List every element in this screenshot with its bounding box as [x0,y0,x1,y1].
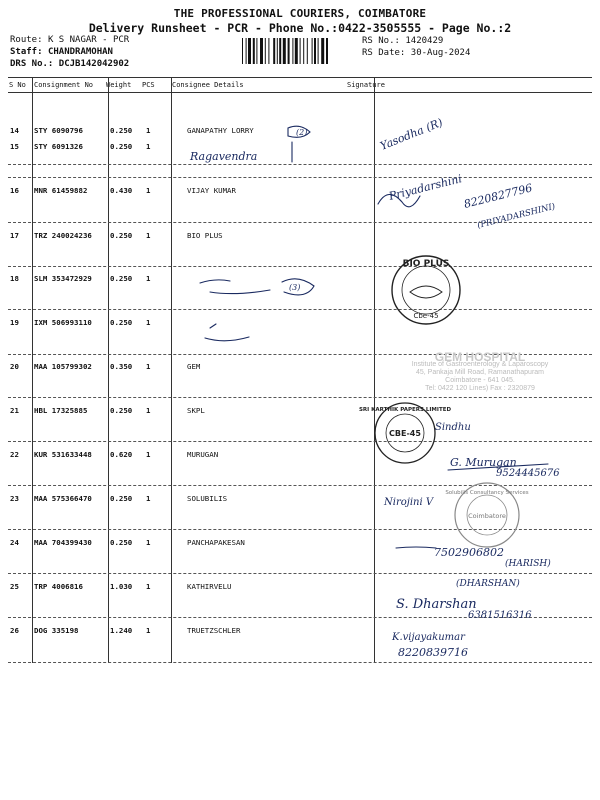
row-weight: 0.620 [110,450,133,459]
barcode-bar [303,38,304,64]
row-weight: 0.250 [110,231,133,240]
row-pcs: 1 [146,626,151,635]
barcode-bar [256,38,257,64]
skpl-stamp-ring: SRI KARTHIK PAPERS LIMITED [358,407,452,413]
row-consignment: MNR 61459882 [34,186,88,195]
barcode-bar [318,38,319,64]
rs-no-value: 1420429 [405,36,444,46]
bio-plus-stamp-city: Cbe-45 [413,312,439,320]
row-divider [8,266,592,267]
route-label: Route: [10,35,43,45]
drs-label: DRS No.: [10,59,54,69]
rs-no-line [362,36,443,47]
row-sno: 21 [10,406,19,415]
row-consignment: KUR 531633448 [34,450,92,459]
table-row [0,450,600,462]
row-pcs: 1 [146,274,151,283]
rs-date-label: RS Date: [362,48,406,58]
hw-row14-signature: Yasodha (R) [378,115,445,153]
col-consignment: Consignment No [34,81,94,89]
col-signature: Signature [347,81,385,89]
barcode-bar [260,38,263,64]
staff-line [10,47,113,58]
row-sno: 16 [10,186,19,195]
table-row [0,626,600,638]
col-consignee: Consignee Details [172,81,244,89]
solubilis-stamp-center: Coimbatore [468,512,506,520]
barcode-bar [312,38,313,64]
runsheet-subtitle: Delivery Runsheet - PCR - Phone No.:0422-3505555 - Page No.:2 [88,21,512,35]
row-pcs: 1 [146,406,151,415]
row-sno: 15 [10,142,19,151]
hw-row14-mark: (2) [296,128,308,137]
table-row [0,582,600,594]
hw-row24-phone: 7502906802 [434,546,504,559]
gem-stamp-line: Coimbatore - 641 045. [445,377,515,384]
table-row [0,318,600,330]
row-consignment: DOG 335198 [34,626,79,635]
barcode-bar [300,38,301,64]
barcode [242,38,354,64]
route-value: K S NAGAR - PCR [47,35,130,45]
row-consignee: GANAPATHY LORRY [187,126,254,135]
row-sno: 23 [10,494,19,503]
row-pcs: 1 [146,186,151,195]
barcode-bar [277,38,278,64]
row-pcs: 1 [146,126,151,135]
table-row [0,186,600,198]
hw-row25-signature: S. Dharshan [396,597,477,612]
row-weight: 1.240 [110,626,133,635]
bio-plus-stamp-name: BIO PLUS [402,259,450,269]
barcode-bar [265,38,266,64]
row-weight: 0.430 [110,186,133,195]
row-weight: 0.350 [110,362,133,371]
row-divider [8,441,592,442]
hw-row26-phone: 8220839716 [398,646,468,659]
row-consignee: GEM [187,362,201,371]
barcode-bar [292,38,293,64]
row-divider [8,617,592,618]
row-consignment: MAA 575366470 [34,494,92,503]
gem-stamp-line: Tel: 0422 120 Lines) Fax : 2320879 [425,385,535,392]
table-top-rule [8,77,592,78]
barcode-bar [295,38,298,64]
gem-stamp-title: GEM HOSPITAL [434,350,526,364]
row-consignment: TRP 4006816 [34,582,83,591]
row-consignment: STY 6091326 [34,142,83,151]
col-weight: Weight [106,81,132,89]
hw-row16-name: (PRIYADARSHINI) [476,201,557,231]
row-consignment: STY 6090796 [34,126,83,135]
route-line [10,35,129,46]
col-sno: S No [9,81,26,89]
table-row [0,142,600,154]
row-divider [8,164,592,165]
skpl-stamp-center: CBE-45 [389,429,421,438]
row-pcs: 1 [146,142,151,151]
barcode-bar [253,38,255,64]
row-weight: 0.250 [110,274,133,283]
barcode-bar [279,38,281,64]
row-divider [8,309,592,310]
staff-value: CHANDRAMOHAN [47,47,113,57]
rs-date-value: 30-Aug-2024 [410,48,471,58]
row-consignment: MAA 105799302 [34,362,92,371]
hw-row24-name: (HARISH) [505,559,551,569]
barcode-bar [283,38,286,64]
barcode-bar [314,38,316,64]
table-row [0,406,600,418]
hw-row18-mark: (3) [289,283,301,292]
row-consignee: SKPL [187,406,205,415]
row-pcs: 1 [146,582,151,591]
row-sno: 19 [10,318,19,327]
barcode-bar [248,38,251,64]
table-row [0,538,600,550]
barcode-bar [326,38,328,64]
hw-row23-signature: Nirojini V [384,497,434,508]
hw-row22-phone: 9524445676 [496,468,560,479]
row-pcs: 1 [146,318,151,327]
solubilis-stamp-ring: Solubilis Consultancy Services [445,490,529,496]
row-consignee: BIO PLUS [187,231,223,240]
row-weight: 0.250 [110,126,133,135]
row-consignment: SLM 353472929 [34,274,92,283]
hw-row26-signature: K.vijayakumar [392,632,465,643]
barcode-bar [273,38,275,64]
row-pcs: 1 [146,450,151,459]
row-consignment: MAA 704399430 [34,538,92,547]
row-weight: 0.250 [110,494,133,503]
rs-date-line [362,48,470,59]
row-pcs: 1 [146,538,151,547]
row-weight: 0.250 [110,538,133,547]
staff-label: Staff: [10,47,43,57]
company-title: THE PROFESSIONAL COURIERS, COIMBATORE [173,7,427,20]
hw-row21-signature: Sindhu [435,422,471,433]
barcode-bar [288,38,290,64]
table-row [0,274,600,286]
row-divider [8,397,592,398]
hw-row25-name: (DHARSHAN) [456,579,520,589]
hw-row16-phone: 8220827796 [462,181,534,211]
row-weight: 1.030 [110,582,133,591]
row-pcs: 1 [146,362,151,371]
row-consignee: SOLUBILIS [187,494,228,503]
row-sno: 14 [10,126,19,135]
row-divider [8,529,592,530]
table-row [0,126,600,138]
row-divider [8,573,592,574]
drs-value: DCJB142042902 [58,59,130,69]
row-consignee: MURUGAN [187,450,219,459]
row-consignee: PANCHAPAKESAN [187,538,245,547]
hw-row16-signature: Priyadarshini [387,172,464,203]
row-sno: 22 [10,450,19,459]
col-pcs: PCS [142,81,155,89]
row-sno: 20 [10,362,19,371]
row-sno: 17 [10,231,19,240]
row-sno: 24 [10,538,19,547]
row-consignee: VIJAY KUMAR [187,186,236,195]
barcode-bar [246,38,247,64]
row-pcs: 1 [146,231,151,240]
row-consignee: KATHIRVELU [187,582,232,591]
barcode-bar [307,38,308,64]
row-divider [8,177,592,178]
drs-line [10,59,129,70]
rs-no-label: RS No.: [362,36,400,46]
barcode-bar [242,38,243,64]
hw-row25-phone: 6381516316 [468,610,532,621]
row-divider [8,485,592,486]
row-sno: 18 [10,274,19,283]
signature-stroke [448,464,548,470]
hw-row15-name: Ragavendra [190,150,258,163]
table-header-rule [8,92,592,93]
gem-stamp-line: Institute of Gastroenterology & Laparoscopy [411,361,549,368]
gem-hospital-stamp [380,350,580,393]
row-consignment: HBL 17325885 [34,406,88,415]
hw-row22-signature: G. Murugan [450,456,517,469]
row-weight: 0.250 [110,142,133,151]
table-row [0,494,600,506]
row-divider [8,222,592,223]
row-weight: 0.250 [110,406,133,415]
row-consignment: IXM 506993110 [34,318,92,327]
row-sno: 25 [10,582,19,591]
row-pcs: 1 [146,494,151,503]
row-sno: 26 [10,626,19,635]
row-consignment: TRZ 240024236 [34,231,92,240]
row-divider [8,662,592,663]
row-weight: 0.250 [110,318,133,327]
barcode-bar [321,38,324,64]
table-row [0,231,600,243]
row-consignee: TRUETZSCHLER [187,626,241,635]
barcode-bar [268,38,269,64]
gem-stamp-line: 45, Pankaja Mill Road, Ramanathapuram [415,369,544,376]
